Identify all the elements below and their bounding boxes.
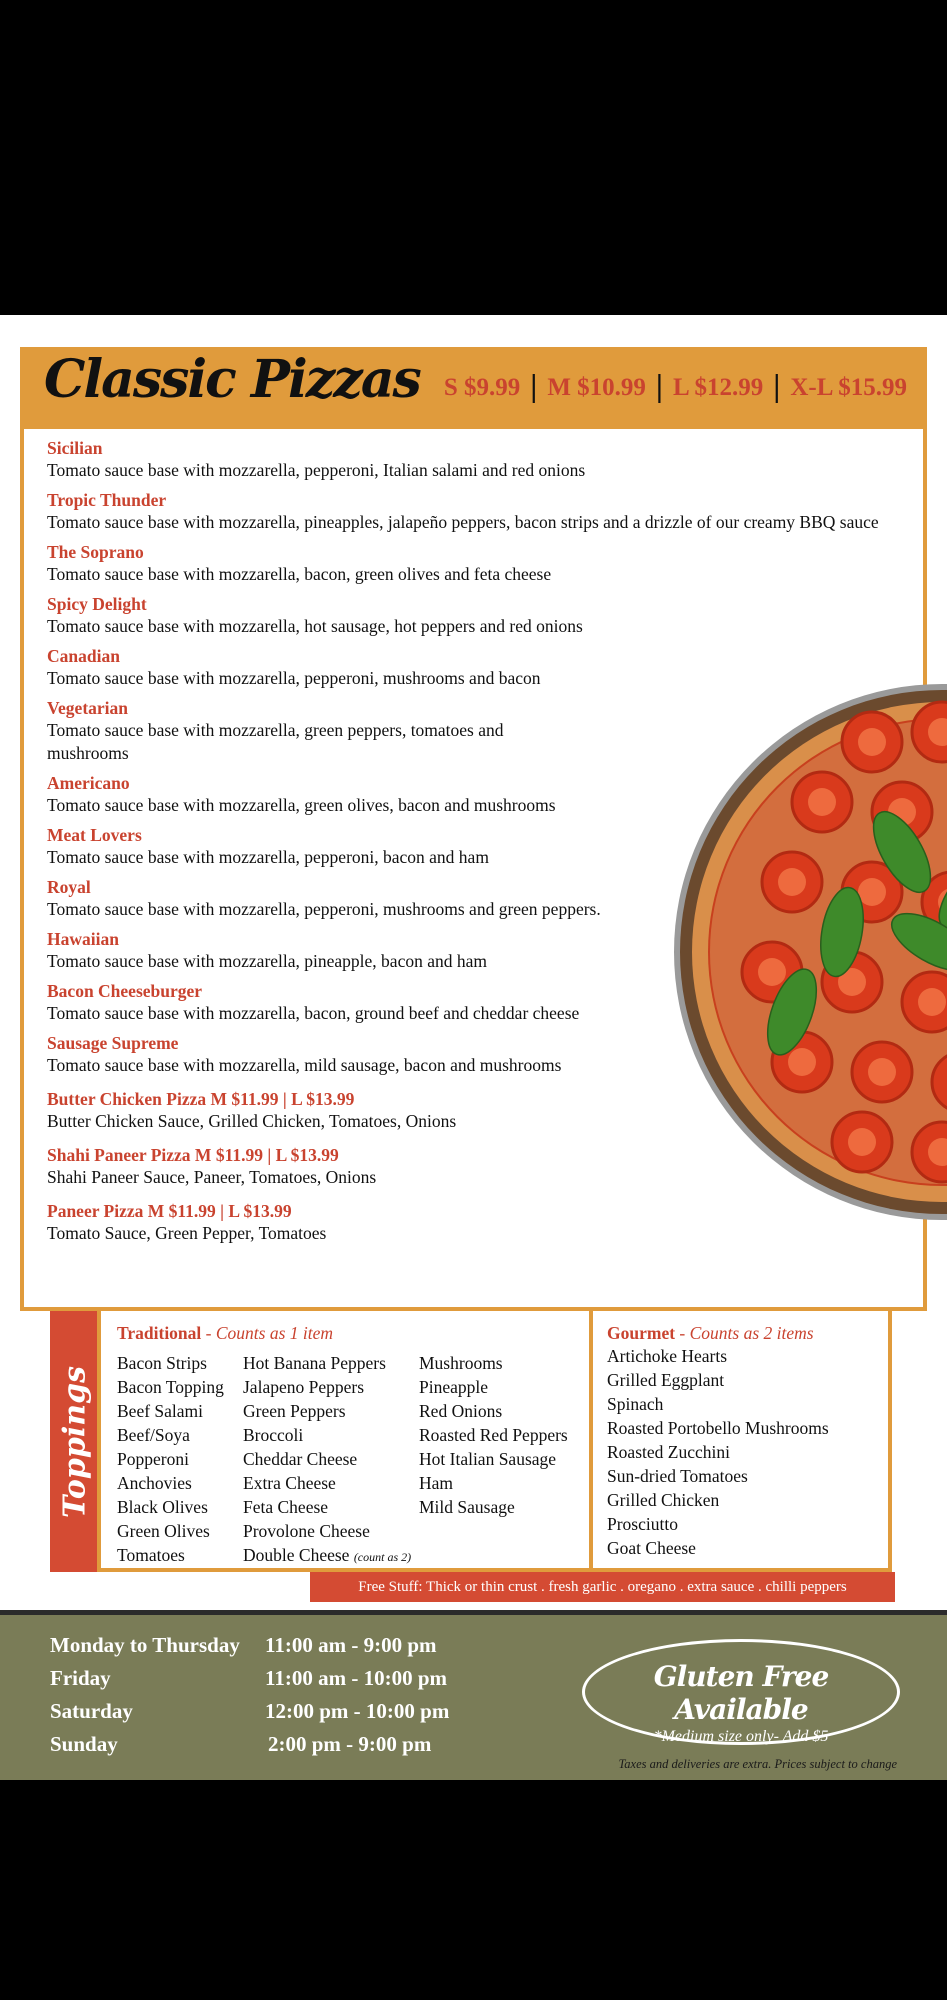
topping-item: Roasted Red Peppers: [419, 1425, 568, 1445]
gluten-free-badge: [582, 1639, 900, 1745]
size-prices: [444, 369, 907, 406]
topping-item: Black Olives: [117, 1497, 208, 1517]
topping-item: Cheddar Cheese: [243, 1449, 358, 1469]
menu-item: [47, 1088, 907, 1133]
topping-item: Tomatoes: [117, 1545, 185, 1565]
page-title: Classic Pizzas: [44, 349, 420, 410]
menu-item-name: Canadian: [47, 646, 120, 666]
hours-day: Sunday: [50, 1732, 118, 1756]
menu-item-description: Tomato sauce base with mozzarella, pepperoni, mushrooms and green peppers.: [47, 899, 601, 919]
menu-item-description: Tomato sauce base with mozzarella, hot sausage, hot peppers and red onions: [47, 616, 583, 636]
double-cheese-note: (count as 2): [353, 1550, 412, 1564]
topping-item: Broccoli: [243, 1425, 304, 1445]
menu-item-description: Tomato sauce base with mozzarella, pepperoni, Italian salami and red onions: [47, 460, 586, 480]
topping-item: Bacon Topping: [117, 1377, 224, 1397]
menu-item-name: Sicilian: [47, 438, 103, 458]
price-separator: |: [530, 367, 538, 403]
topping-item: Beef Salami: [117, 1401, 204, 1421]
hours-row: [50, 1732, 431, 1757]
topping-item: Double Cheese (count as 2): [243, 1545, 412, 1565]
pizza-list-box: [20, 427, 927, 1311]
topping-item: Jalapeno Peppers: [243, 1377, 365, 1397]
menu-item-name: Butter Chicken Pizza M $11.99 | L $13.99: [47, 1089, 355, 1109]
traditional-column-1: [117, 1351, 224, 1567]
hours-time: 12:00 pm - 10:00 pm: [265, 1699, 450, 1723]
menu-item-description: Tomato sauce base with mozzarella, pepperoni, bacon and ham: [47, 847, 489, 867]
menu-item: [47, 1200, 907, 1245]
topping-item: Popperoni: [117, 1449, 189, 1469]
price-medium: M $10.99: [547, 373, 646, 401]
menu-item-name: Tropic Thunder: [47, 490, 167, 510]
traditional-column-3: [419, 1351, 568, 1519]
price-separator: |: [773, 367, 781, 403]
menu-item: [47, 928, 907, 973]
hours-row: [50, 1666, 447, 1691]
gourmet-topping-item: Grilled Eggplant: [607, 1370, 725, 1390]
hours-row: [50, 1699, 449, 1724]
menu-item-description: Tomato sauce base with mozzarella, pepperoni, mushrooms and bacon: [47, 668, 541, 688]
menu-page: [0, 315, 947, 1780]
gourmet-topping-item: Roasted Portobello Mushrooms: [607, 1418, 829, 1438]
menu-item: [47, 593, 907, 638]
topping-item: Ham: [419, 1473, 454, 1493]
free-stuff-bar: Free Stuff: Thick or thin crust . fresh garlic . oregano . extra sauce . chilli peppers: [310, 1572, 895, 1602]
topping-item: Green Olives: [117, 1521, 210, 1541]
menu-item: [47, 824, 907, 869]
topping-item: Anchovies: [117, 1473, 192, 1493]
gourmet-heading: Gourmet - Counts as 2 items: [607, 1323, 814, 1343]
menu-item-name: Vegetarian: [47, 698, 129, 718]
menu-item: [47, 697, 907, 765]
traditional-column-2: [243, 1351, 411, 1569]
menu-item-name: Sausage Supreme: [47, 1033, 179, 1053]
gluten-free-title: Gluten Free Available: [653, 1660, 829, 1726]
price-large: L $12.99: [672, 373, 764, 401]
gourmet-topping-item: Goat Cheese: [607, 1538, 696, 1558]
tomato-center: [918, 988, 946, 1016]
menu-item-name: Royal: [47, 877, 91, 897]
topping-item: Mild Sausage: [419, 1497, 515, 1517]
pizza-list: [47, 437, 907, 1256]
traditional-heading: Traditional - Counts as 1 item: [117, 1323, 334, 1343]
toppings-label: Toppings: [57, 1365, 93, 1518]
menu-item-description: Butter Chicken Sauce, Grilled Chicken, Tomatoes, Onions: [47, 1111, 457, 1131]
price-xlarge: X-L $15.99: [790, 373, 907, 401]
tax-note: Taxes and deliveries are extra. Prices subject to change: [618, 1757, 897, 1771]
menu-item-description: Tomato sauce base with mozzarella, pineapple, bacon and ham: [47, 951, 487, 971]
menu-item-description: Tomato sauce base with mozzarella, green peppers, tomatoes and mushrooms: [47, 720, 504, 763]
hours-day: Friday: [50, 1666, 111, 1690]
hours-footer: [0, 1610, 947, 1780]
hours-row: [50, 1633, 437, 1658]
menu-item-description: Tomato sauce base with mozzarella, green olives, bacon and mushrooms: [47, 795, 556, 815]
gourmet-column: [607, 1344, 829, 1560]
gourmet-topping-item: Prosciutto: [607, 1514, 678, 1534]
gourmet-toppings: [589, 1311, 892, 1572]
traditional-toppings: [97, 1311, 593, 1572]
menu-item-name: Americano: [47, 773, 130, 793]
gourmet-topping-item: Roasted Zucchini: [607, 1442, 730, 1462]
menu-item-description: Tomato sauce base with mozzarella, bacon, green olives and feta cheese: [47, 564, 552, 584]
toppings-tab: [50, 1311, 100, 1572]
menu-item: [47, 489, 907, 534]
menu-item-description: Tomato sauce base with mozzarella, pineapples, jalapeño peppers, bacon strips and a drizzle of our creamy BBQ sauce: [47, 512, 879, 532]
menu-item-name: Paneer Pizza M $11.99 | L $13.99: [47, 1201, 292, 1221]
hours-time: 2:00 pm - 9:00 pm: [268, 1732, 432, 1756]
topping-item: Pineapple: [419, 1377, 489, 1397]
topping-item: Provolone Cheese: [243, 1521, 370, 1541]
topping-item: Hot Banana Peppers: [243, 1353, 386, 1373]
menu-item: [47, 980, 907, 1025]
menu-item-description: Tomato Sauce, Green Pepper, Tomatoes: [47, 1223, 327, 1243]
gluten-free-note: *Medium size only- Add $5: [653, 1728, 829, 1745]
menu-item: [47, 1032, 907, 1077]
hours-day: Monday to Thursday: [50, 1633, 240, 1657]
topping-item: Feta Cheese: [243, 1497, 329, 1517]
menu-item-description: Shahi Paneer Sauce, Paneer, Tomatoes, Onions: [47, 1167, 377, 1187]
menu-item-name: Shahi Paneer Pizza M $11.99 | L $13.99: [47, 1145, 339, 1165]
gourmet-topping-item: Grilled Chicken: [607, 1490, 720, 1510]
topping-item: Beef/Soya: [117, 1425, 190, 1445]
price-small: S $9.99: [443, 373, 521, 401]
topping-item: Extra Cheese: [243, 1473, 336, 1493]
gourmet-topping-item: Artichoke Hearts: [607, 1346, 728, 1366]
menu-header: [20, 347, 927, 429]
menu-item: [47, 645, 907, 690]
topping-item: Red Onions: [419, 1401, 503, 1421]
menu-item: [47, 876, 907, 921]
price-separator: |: [655, 367, 663, 403]
menu-item-name: The Soprano: [47, 542, 144, 562]
gourmet-topping-item: Spinach: [607, 1394, 664, 1414]
menu-item: [47, 541, 907, 586]
menu-item: [47, 1144, 907, 1189]
topping-item: Bacon Strips: [117, 1353, 207, 1373]
topping-item: Mushrooms: [419, 1353, 503, 1373]
topping-item: Green Peppers: [243, 1401, 346, 1421]
menu-item-name: Meat Lovers: [47, 825, 142, 845]
menu-item-description: Tomato sauce base with mozzarella, mild sausage, bacon and mushrooms: [47, 1055, 562, 1075]
menu-item-name: Hawaiian: [47, 929, 119, 949]
topping-item: Hot Italian Sausage: [419, 1449, 557, 1469]
menu-item-description: Tomato sauce base with mozzarella, bacon, ground beef and cheddar cheese: [47, 1003, 580, 1023]
hours-time: 11:00 am - 10:00 pm: [265, 1666, 447, 1690]
menu-item-name: Bacon Cheeseburger: [47, 981, 203, 1001]
hours-time: 11:00 am - 9:00 pm: [265, 1633, 437, 1657]
menu-item: [47, 772, 907, 817]
menu-item: [47, 437, 907, 482]
gourmet-topping-item: Sun-dried Tomatoes: [607, 1466, 748, 1486]
menu-item-name: Spicy Delight: [47, 594, 147, 614]
hours-day: Saturday: [50, 1699, 133, 1723]
